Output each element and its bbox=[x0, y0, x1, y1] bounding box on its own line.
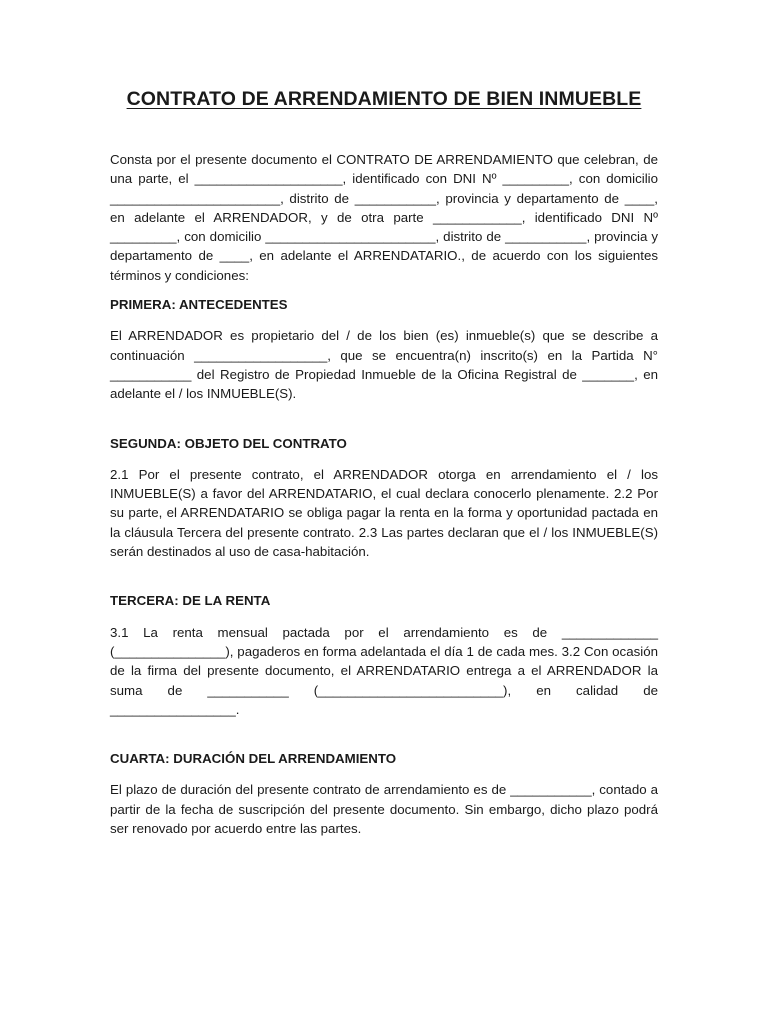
document-body bbox=[110, 150, 658, 838]
clause-heading-cuarta: CUARTA: DURACIÓN DEL ARRENDAMIENTO bbox=[110, 751, 397, 767]
clause-text-primera: El ARRENDADOR es propietario del / de los bien (es) inmueble(s) que se describe a continuación __________________, que se encuentra(n) inscrito(s) en la Partida N° ___________ del Registro de Propiedad Inmueble de la Oficina Registral de _______, en adelante el / los INMUEBLE(S). bbox=[110, 328, 658, 402]
clause-heading-tercera: TERCERA: DE LA RENTA bbox=[110, 593, 271, 609]
clause-text-segunda: 2.1 Por el presente contrato, el ARRENDADOR otorga en arrendamiento el / los INMUEBLE(S) a favor del ARRENDATARIO, el cual declara conocerlo plenamente. 2.2 Por su parte, el ARRENDATARIO se obliga pagar la renta en la forma y oportunidad pactada en la cláusula Tercera del presente contrato. 2.3 Las partes declaran que el / los INMUEBLE(S) serán destinados al uso de casa-habitación. bbox=[110, 466, 658, 560]
clause-text-cuarta: El plazo de duración del presente contrato de arrendamiento es de ___________, contado a partir de la fecha de suscripción del presente documento. Sin embargo, dicho plazo podrá ser renovado por acuerdo entre las partes. bbox=[110, 782, 658, 837]
clause-heading-primera: PRIMERA: ANTECEDENTES bbox=[110, 297, 288, 313]
clause-text-tercera: 3.1 La renta mensual pactada por el arrendamiento es de _____________ (_______________), pagaderos en forma adelantada el día 1 de cada mes. 3.2 Con ocasión de la firma del presente documento, el ARRENDATARIO entrega a el ARRENDADOR la suma de ___________ (_________________________), en calidad de _________________. bbox=[110, 624, 658, 717]
intro-paragraph: Consta por el presente documento el CONTRATO DE ARRENDAMIENTO que celebran, de una parte, el ____________________, identificado con DNI Nº _________, con domicilio _______________________, distrito de ___________, provincia y departamento de ____, en adelante el ARRENDADOR, y de otra parte ____________, identificado DNI Nº _________, con domicilio _______________________, distrito de ___________, provincia y departamento de ____, en adelante el ARRENDATARIO., de acuerdo con los siguientes términos y condiciones: bbox=[110, 152, 658, 283]
document-title: CONTRATO DE ARRENDAMIENTO DE BIEN INMUEBLE bbox=[126, 88, 642, 110]
clause-heading-segunda: SEGUNDA: OBJETO DEL CONTRATO bbox=[110, 435, 347, 451]
